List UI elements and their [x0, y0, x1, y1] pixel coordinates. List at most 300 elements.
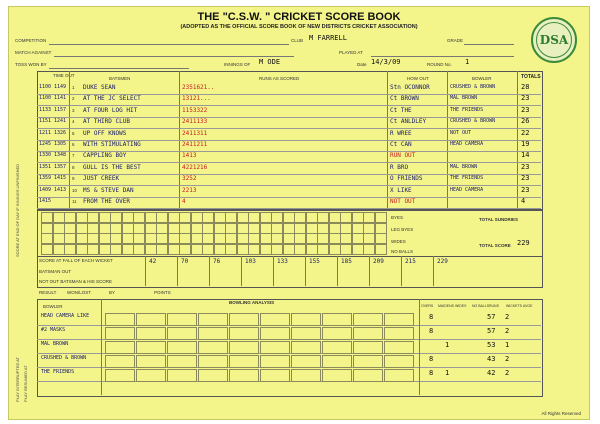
over-tally-cell[interactable]: [110, 223, 122, 234]
over-tally-cell[interactable]: [122, 223, 134, 234]
over-tally-cell[interactable]: [271, 233, 283, 244]
over-tally-cell[interactable]: [340, 233, 352, 244]
batsman-total[interactable]: 22: [521, 128, 530, 137]
time-out[interactable]: 1157: [54, 106, 67, 113]
fow-score[interactable]: 76: [213, 258, 221, 265]
runs-scored[interactable]: 2411311: [182, 129, 208, 137]
over-cell[interactable]: [384, 341, 414, 354]
over-tally-cell[interactable]: [225, 233, 237, 244]
over-tally-cell[interactable]: [110, 244, 122, 255]
toss-line[interactable]: [49, 68, 189, 69]
over-cell[interactable]: [260, 341, 290, 354]
over-cell[interactable]: [291, 369, 321, 382]
batsman-number: 5: [72, 130, 75, 136]
bowler-overs[interactable]: 8: [429, 313, 434, 321]
over-cell[interactable]: [291, 355, 321, 368]
bowler-wickets[interactable]: 2: [505, 355, 510, 363]
batsman-number: 11: [72, 199, 77, 204]
over-tally-cell[interactable]: [283, 233, 295, 244]
over-tally-cell[interactable]: [306, 212, 318, 223]
over-cell[interactable]: [136, 369, 166, 382]
over-tally-cell[interactable]: [340, 223, 352, 234]
over-tally-cell[interactable]: [237, 212, 249, 223]
over-tally-cell[interactable]: [294, 223, 306, 234]
over-tally-cell[interactable]: [363, 223, 375, 234]
how-out[interactable]: R BRO: [390, 163, 409, 171]
over-tally-cell[interactable]: [283, 212, 295, 223]
time-out[interactable]: 1305: [54, 141, 67, 147]
over-tally-cell[interactable]: [248, 244, 260, 255]
over-tally-cell[interactable]: [294, 233, 306, 244]
over-tally-cell[interactable]: [375, 212, 387, 223]
time-out[interactable]: 1348: [54, 152, 67, 159]
over-tally-cell[interactable]: [306, 223, 318, 234]
over-tally-cell[interactable]: [168, 244, 180, 255]
how-out[interactable]: O FRIENDS: [390, 175, 423, 183]
batsman-name[interactable]: AT FOUR LOG HIT: [83, 106, 138, 114]
over-cell[interactable]: [105, 327, 135, 340]
played-at-label: PLAYED AT: [339, 50, 363, 55]
over-tally-cell[interactable]: [99, 233, 111, 244]
over-tally-cell[interactable]: [133, 223, 145, 234]
over-tally-cell[interactable]: [87, 244, 99, 255]
bowler[interactable]: CRUSHED & BROWN: [450, 84, 496, 90]
over-tally-cell[interactable]: [225, 212, 237, 223]
bowler-runs[interactable]: 57: [487, 327, 496, 335]
over-cell[interactable]: [229, 313, 259, 326]
over-tally-cell[interactable]: [317, 223, 329, 234]
time-in[interactable]: 1133: [39, 106, 52, 113]
bowler[interactable]: MAL BROWN: [450, 163, 478, 170]
time-in[interactable]: 1409: [39, 186, 52, 193]
over-tally-cell[interactable]: [64, 212, 76, 223]
fow-score[interactable]: 103: [245, 258, 256, 265]
runs-scored[interactable]: 13121...: [182, 95, 211, 103]
runs-scored[interactable]: 3252: [182, 175, 197, 183]
round-label: ROUND No.: [427, 62, 452, 67]
batsman-total[interactable]: 23: [521, 162, 530, 171]
over-tally-cell[interactable]: [41, 223, 53, 234]
bowler-overs[interactable]: 8: [429, 369, 434, 377]
over-tally-cell[interactable]: [329, 233, 341, 244]
club-value[interactable]: M FARRELL: [309, 34, 347, 42]
result-label: RESULT: [39, 290, 57, 295]
time-out[interactable]: 1241: [54, 118, 67, 125]
time-in[interactable]: 1359: [39, 175, 52, 182]
over-tally-cell[interactable]: [225, 244, 237, 255]
over-tally-cell[interactable]: [179, 244, 191, 255]
over-tally-cell[interactable]: [41, 244, 53, 255]
over-tally-cell[interactable]: [294, 244, 306, 255]
bowler-maidens[interactable]: 1: [445, 341, 450, 349]
over-cell[interactable]: [384, 369, 414, 382]
over-cell[interactable]: [384, 313, 414, 326]
over-tally-cell[interactable]: [248, 233, 260, 244]
bowler-name[interactable]: MAL BROWN: [41, 341, 69, 347]
leg-byes-label: LEG BYES: [391, 227, 414, 232]
over-tally-cell[interactable]: [122, 212, 134, 223]
bowler-wickets[interactable]: 2: [505, 369, 510, 377]
over-cell[interactable]: [136, 327, 166, 340]
over-tally-cell[interactable]: [145, 212, 157, 223]
over-tally-cell[interactable]: [294, 212, 306, 223]
round-value[interactable]: 1: [465, 58, 470, 66]
over-tally-cell[interactable]: [122, 244, 134, 255]
over-tally-cell[interactable]: [329, 244, 341, 255]
fow-score[interactable]: 185: [341, 258, 352, 265]
fow-score[interactable]: 70: [181, 258, 189, 265]
over-tally-cell[interactable]: [306, 233, 318, 244]
batsman-total[interactable]: 14: [521, 151, 530, 160]
batsman-total[interactable]: 26: [521, 117, 530, 126]
over-cell[interactable]: [384, 355, 414, 368]
over-tally-cell[interactable]: [214, 233, 226, 244]
batsman-name[interactable]: WITH STIMULATING: [83, 141, 141, 148]
over-tally-cell[interactable]: [76, 244, 88, 255]
over-tally-cell[interactable]: [64, 233, 76, 244]
over-tally-cell[interactable]: [248, 223, 260, 234]
grade-line[interactable]: [464, 44, 514, 45]
over-cell[interactable]: [353, 369, 383, 382]
time-in[interactable]: 1151: [39, 118, 52, 125]
over-tally-cell[interactable]: [53, 223, 65, 234]
over-tally-cell[interactable]: [271, 244, 283, 255]
over-tally-cell[interactable]: [191, 223, 203, 234]
bowler-name[interactable]: HEAD CAMERA LIKE: [41, 313, 90, 319]
batsman-name[interactable]: GULL IS THE BEST: [83, 163, 141, 171]
over-tally-cell[interactable]: [133, 233, 145, 244]
over-cell[interactable]: [229, 327, 259, 340]
over-tally-cell[interactable]: [133, 244, 145, 255]
over-tally-cell[interactable]: [237, 244, 249, 255]
over-tally-cell[interactable]: [214, 244, 226, 255]
over-tally-cell[interactable]: [352, 233, 364, 244]
over-tally-cell[interactable]: [214, 212, 226, 223]
fow-label: SCORE AT FALL OF EACH WICKET: [39, 258, 113, 263]
match-against-line[interactable]: [54, 56, 294, 57]
over-tally-cell[interactable]: [179, 223, 191, 234]
over-cell[interactable]: [136, 341, 166, 354]
bowler-runs[interactable]: 43: [487, 355, 496, 363]
over-tally-cell[interactable]: [145, 223, 157, 234]
fow-score[interactable]: 215: [405, 258, 416, 265]
over-tally-cell[interactable]: [260, 212, 272, 223]
over-tally-cell[interactable]: [64, 223, 76, 234]
bowler-name[interactable]: #2 MASKS: [41, 327, 66, 333]
over-tally-cell[interactable]: [99, 244, 111, 255]
how-out[interactable]: Ct BROWN: [390, 95, 419, 103]
over-tally-cell[interactable]: [41, 233, 53, 244]
bowler-name[interactable]: THE FRIENDS: [41, 369, 75, 375]
over-tally-cell[interactable]: [260, 233, 272, 244]
over-cell[interactable]: [229, 341, 259, 354]
over-tally-cell[interactable]: [168, 223, 180, 234]
over-tally-cell[interactable]: [375, 233, 387, 244]
bowler-maidens[interactable]: 1: [445, 369, 450, 377]
runs-scored[interactable]: 2411211: [182, 141, 208, 148]
over-cell[interactable]: [291, 327, 321, 340]
over-tally-cell[interactable]: [340, 244, 352, 255]
over-tally-cell[interactable]: [363, 212, 375, 223]
over-tally-cell[interactable]: [53, 244, 65, 255]
batsman-number: 2: [72, 96, 75, 102]
bowler[interactable]: HEAD CAMERA: [450, 186, 484, 193]
over-tally-cell[interactable]: [375, 223, 387, 234]
over-tally-cell[interactable]: [156, 212, 168, 223]
batsman-name[interactable]: JUST CREEK: [83, 175, 120, 183]
over-tally-cell[interactable]: [156, 233, 168, 244]
batsman-name[interactable]: FROM THE OVER: [83, 198, 130, 205]
how-out[interactable]: Ct ANLDLEY: [390, 118, 427, 126]
over-tally-cell[interactable]: [214, 223, 226, 234]
over-cell[interactable]: [384, 327, 414, 340]
over-tally-cell[interactable]: [237, 223, 249, 234]
over-cell[interactable]: [353, 355, 383, 368]
time-out[interactable]: 1141: [54, 95, 67, 102]
how-out[interactable]: X LIKE: [390, 186, 412, 194]
over-cell[interactable]: [353, 313, 383, 326]
bowler-wickets[interactable]: 2: [505, 327, 510, 335]
over-tally-cell[interactable]: [76, 212, 88, 223]
batsman-total[interactable]: 4: [521, 197, 526, 205]
over-cell[interactable]: [105, 313, 135, 326]
over-cell[interactable]: [353, 341, 383, 354]
runs-scored[interactable]: 1153322: [182, 106, 208, 114]
how-out[interactable]: Ct THE: [390, 106, 412, 114]
over-tally-cell[interactable]: [191, 212, 203, 223]
over-cell[interactable]: [167, 341, 197, 354]
time-in[interactable]: 1245: [39, 141, 52, 147]
over-cell[interactable]: [198, 327, 228, 340]
batsman-name[interactable]: AT THIRD CLUB: [83, 118, 130, 126]
over-cell[interactable]: [136, 313, 166, 326]
over-cell[interactable]: [322, 355, 352, 368]
runs-scored[interactable]: 4221216: [182, 163, 208, 171]
runs-scored[interactable]: 2411133: [182, 118, 208, 126]
over-tally-cell[interactable]: [133, 212, 145, 223]
over-cell[interactable]: [167, 355, 197, 368]
batsman-number: 4: [72, 119, 75, 125]
over-tally-cell[interactable]: [317, 212, 329, 223]
over-tally-cell[interactable]: [145, 244, 157, 255]
bowler-runs[interactable]: 57: [487, 313, 496, 321]
over-cell[interactable]: [198, 313, 228, 326]
over-tally-cell[interactable]: [260, 244, 272, 255]
over-tally-cell[interactable]: [237, 233, 249, 244]
time-out[interactable]: 1415: [54, 175, 67, 182]
over-tally-cell[interactable]: [225, 223, 237, 234]
batsman-name[interactable]: DUKE SEAN: [83, 84, 116, 91]
over-tally-cell[interactable]: [202, 212, 214, 223]
over-tally-cell[interactable]: [179, 212, 191, 223]
over-cell[interactable]: [136, 355, 166, 368]
batsman-name[interactable]: CAPPLING BOY: [83, 152, 127, 160]
fow-score[interactable]: 133: [277, 258, 288, 265]
bowler-overs[interactable]: 8: [429, 327, 434, 335]
over-tally-cell[interactable]: [87, 233, 99, 244]
over-cell[interactable]: [291, 313, 321, 326]
total-score-value[interactable]: 229: [517, 239, 530, 247]
batsman-total[interactable]: 19: [521, 140, 530, 148]
time-out[interactable]: 1149: [54, 84, 67, 90]
over-tally-cell[interactable]: [168, 212, 180, 223]
over-tally-cell[interactable]: [191, 233, 203, 244]
date-value[interactable]: 14/3/09: [371, 58, 401, 66]
fow-score[interactable]: 42: [149, 258, 157, 265]
batsman-total[interactable]: 23: [521, 105, 530, 114]
over-tally-cell[interactable]: [53, 212, 65, 223]
logo-ring: [536, 22, 572, 58]
over-cell[interactable]: [322, 341, 352, 354]
competition-line[interactable]: [49, 44, 289, 45]
over-tally-cell[interactable]: [283, 244, 295, 255]
over-cell[interactable]: [353, 327, 383, 340]
bowler[interactable]: HEAD CAMERA: [450, 141, 484, 147]
over-tally-cell[interactable]: [110, 233, 122, 244]
over-tally-cell[interactable]: [179, 233, 191, 244]
over-cell[interactable]: [105, 341, 135, 354]
over-cell[interactable]: [198, 341, 228, 354]
over-tally-cell[interactable]: [122, 233, 134, 244]
over-tally-cell[interactable]: [306, 244, 318, 255]
over-tally-cell[interactable]: [41, 212, 53, 223]
over-cell[interactable]: [260, 313, 290, 326]
over-tally-cell[interactable]: [156, 223, 168, 234]
over-cell[interactable]: [291, 341, 321, 354]
bowler[interactable]: MAL BROWN: [450, 95, 478, 102]
batsman-total[interactable]: 23: [521, 94, 530, 103]
over-tally-cell[interactable]: [352, 244, 364, 255]
over-cell[interactable]: [198, 355, 228, 368]
bowler[interactable]: THE FRIENDS: [450, 106, 484, 113]
runs-scored[interactable]: 2351621..: [182, 84, 215, 91]
over-cell[interactable]: [322, 369, 352, 382]
bowler-runs[interactable]: 53: [487, 341, 496, 349]
batsman-name[interactable]: MS & STEVE DAN: [83, 186, 134, 194]
batsman-total[interactable]: 28: [521, 83, 530, 91]
over-cell[interactable]: [167, 327, 197, 340]
runs-scored[interactable]: 4: [182, 198, 186, 205]
innings-value[interactable]: M ODE: [259, 58, 281, 66]
runs-scored[interactable]: 1413: [182, 152, 197, 160]
time-in[interactable]: 1415: [39, 198, 52, 204]
time-in[interactable]: 1351: [39, 163, 52, 170]
over-cell[interactable]: [105, 369, 135, 382]
over-tally-cell[interactable]: [260, 223, 272, 234]
over-tally-cell[interactable]: [64, 244, 76, 255]
over-cell[interactable]: [167, 369, 197, 382]
by-label: BY: [109, 290, 116, 295]
fow-score[interactable]: 229: [437, 258, 448, 265]
played-at-line[interactable]: [371, 56, 514, 57]
bowler-overs[interactable]: 8: [429, 355, 434, 363]
divider: [305, 256, 306, 286]
batsman-out-label: BATSMAN OUT: [39, 269, 72, 274]
over-tally-cell[interactable]: [317, 244, 329, 255]
over-tally-cell[interactable]: [271, 212, 283, 223]
bowler-runs[interactable]: 42: [487, 369, 496, 377]
batsman-total[interactable]: 23: [521, 174, 530, 183]
over-tally-cell[interactable]: [352, 212, 364, 223]
over-tally-cell[interactable]: [248, 212, 260, 223]
bowler-wickets[interactable]: 2: [505, 313, 510, 321]
over-cell[interactable]: [167, 313, 197, 326]
over-tally-cell[interactable]: [317, 233, 329, 244]
over-tally-cell[interactable]: [202, 233, 214, 244]
fow-score[interactable]: 155: [309, 258, 320, 265]
over-tally-cell[interactable]: [76, 223, 88, 234]
over-tally-cell[interactable]: [363, 233, 375, 244]
over-cell[interactable]: [322, 327, 352, 340]
over-tally-cell[interactable]: [145, 233, 157, 244]
bowler[interactable]: CRUSHED & BROWN: [450, 118, 496, 125]
bowler-wickets[interactable]: 1: [505, 341, 510, 349]
time-out[interactable]: 1326: [54, 129, 67, 136]
innings-label: INNINGS OF: [224, 62, 251, 67]
over-cell[interactable]: [322, 313, 352, 326]
over-cell[interactable]: [105, 355, 135, 368]
not-out-label: NOT OUT BATSMAN & HIS SCORE: [39, 279, 113, 284]
over-tally-cell[interactable]: [283, 223, 295, 234]
over-tally-cell[interactable]: [271, 223, 283, 234]
over-cell[interactable]: [229, 369, 259, 382]
over-cell[interactable]: [260, 327, 290, 340]
over-tally-cell[interactable]: [363, 244, 375, 255]
bowler[interactable]: NOT OUT: [450, 129, 472, 136]
how-out[interactable]: NOT OUT: [390, 198, 416, 205]
fow-score[interactable]: 209: [373, 258, 384, 265]
how-out[interactable]: R WREE: [390, 129, 412, 137]
how-out[interactable]: Ct CAN: [390, 141, 412, 148]
time-out[interactable]: 1413: [54, 186, 67, 193]
batsman-total[interactable]: 23: [521, 185, 530, 194]
bowler[interactable]: THE FRIENDS: [450, 175, 484, 182]
how-out[interactable]: Stn OCONNOR: [390, 84, 430, 91]
over-tally-cell[interactable]: [110, 212, 122, 223]
over-tally-cell[interactable]: [340, 212, 352, 223]
batsman-name[interactable]: AT THE JC SELECT: [83, 95, 141, 103]
runs-scored[interactable]: 2213: [182, 186, 197, 194]
time-in[interactable]: 1100: [39, 84, 52, 90]
time-in[interactable]: 1100: [39, 95, 52, 102]
time-in[interactable]: 1330: [39, 152, 52, 159]
over-cell[interactable]: [198, 369, 228, 382]
over-tally-cell[interactable]: [87, 223, 99, 234]
over-tally-cell[interactable]: [156, 244, 168, 255]
time-in[interactable]: 1211: [39, 129, 52, 136]
batsman-name[interactable]: UP OFF KNOWS: [83, 129, 127, 137]
over-tally-cell[interactable]: [329, 212, 341, 223]
bowler-name[interactable]: CRUSHED & BROWN: [41, 355, 87, 361]
over-cell[interactable]: [260, 355, 290, 368]
over-tally-cell[interactable]: [87, 212, 99, 223]
over-tally-cell[interactable]: [191, 244, 203, 255]
over-tally-cell[interactable]: [99, 223, 111, 234]
over-tally-cell[interactable]: [53, 233, 65, 244]
over-tally-cell[interactable]: [76, 233, 88, 244]
over-tally-cell[interactable]: [99, 212, 111, 223]
over-cell[interactable]: [229, 355, 259, 368]
time-out[interactable]: 1357: [54, 163, 67, 170]
over-tally-cell[interactable]: [202, 244, 214, 255]
over-tally-cell[interactable]: [168, 233, 180, 244]
over-tally-cell[interactable]: [329, 223, 341, 234]
over-tally-cell[interactable]: [202, 223, 214, 234]
over-tally-cell[interactable]: [375, 244, 387, 255]
over-tally-cell[interactable]: [352, 223, 364, 234]
how-out[interactable]: RUN OUT: [390, 152, 416, 160]
over-cell[interactable]: [260, 369, 290, 382]
